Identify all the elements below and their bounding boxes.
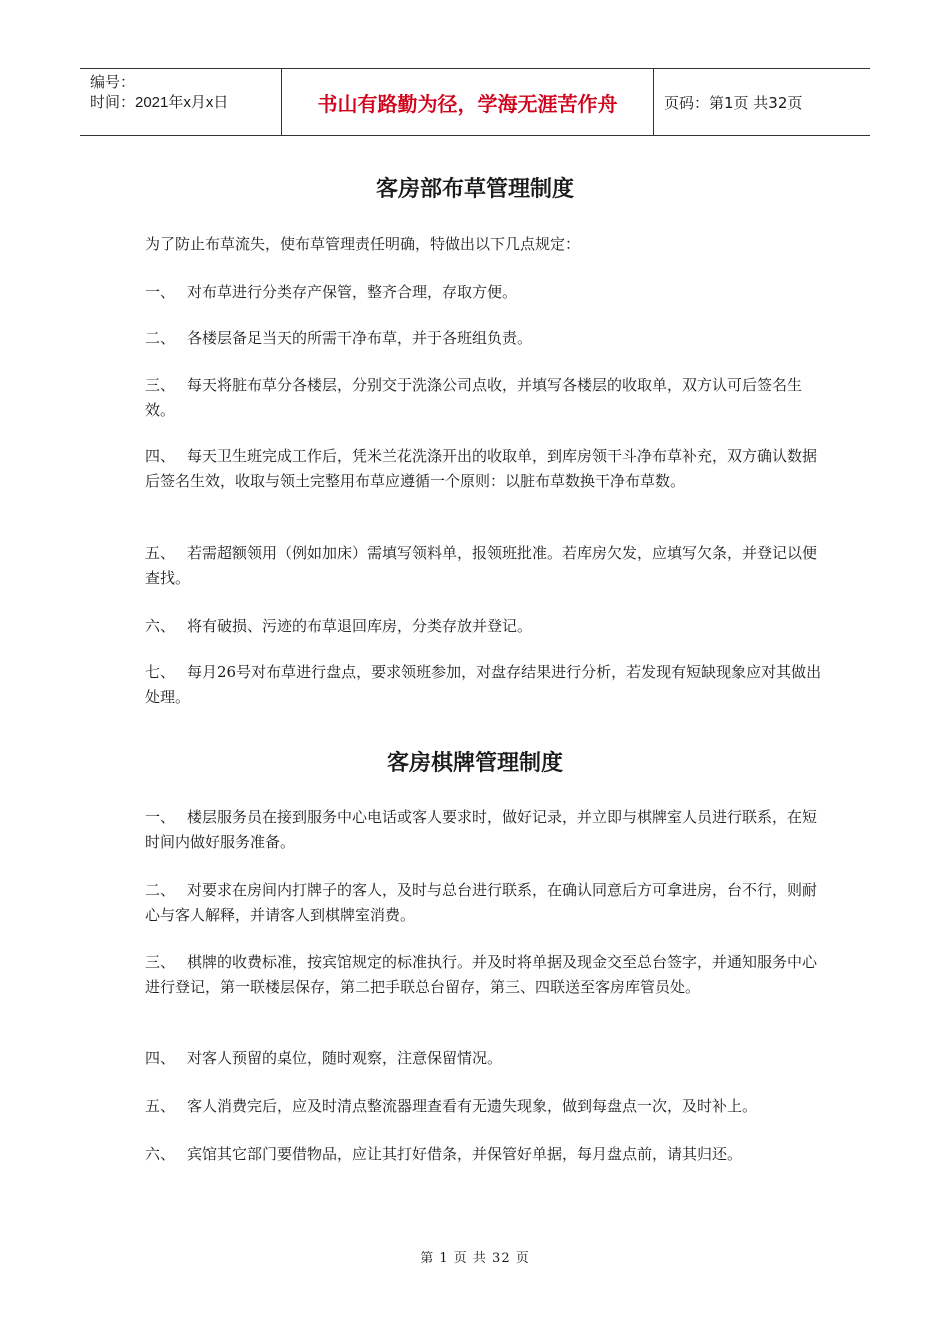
item-text: 对布草进行分类存产保管，整齐合理，存取方便。 [187, 283, 518, 301]
section1-item [145, 614, 825, 639]
section2-item [145, 878, 825, 928]
item-text: 客人消费完后，应及时清点整流器理查看有无遗失现象，做到每盘点一次，及时补上。 [187, 1097, 758, 1115]
section1-item [145, 373, 825, 423]
section1-intro: 为了防止布草流失，使布草管理责任明确，特做出以下几点规定： [145, 235, 581, 253]
item-text: 对要求在房间内打牌子的客人，及时与总台进行联系，在确认同意后方可拿进房，台不行，则耐心与客人解释，并请客人到棋牌室消费。 [145, 881, 818, 924]
item-text: 对客人预留的桌位，随时观察，注意保留情况。 [187, 1049, 503, 1067]
header-motto: 书山有路勤为径，学海无涯苦作舟 [282, 69, 654, 135]
section1-item [145, 280, 825, 305]
item-text: 每天将脏布草分各楼层，分别交于洗涤公司点收，并填写各楼层的收取单，双方认可后签名生效。 [145, 376, 803, 419]
page-header [80, 68, 870, 136]
item-number: 五、 [145, 1097, 176, 1115]
item-number: 三、 [145, 953, 176, 971]
section1-item [145, 541, 825, 591]
section1-title: 客房部布草管理制度 [375, 177, 574, 202]
item-number: 四、 [145, 1049, 176, 1067]
section2-title: 客房棋牌管理制度 [386, 751, 563, 776]
item-text: 若需超额领用（例如加床）需填写领料单，报领班批准。若库房欠发，应填写欠条，并登记以便查找。 [145, 544, 818, 587]
header-meta [80, 69, 282, 135]
item-text: 每天卫生班完成工作后，凭米兰花洗涤开出的收取单，到库房领干斗净布草补充，双方确认数据后签名生效，收取与领土完整用布草应遵循一个原则：以脏布草数换干净布草数。 [145, 447, 818, 490]
page-footer: 第 1 页 共 32 页 [420, 1251, 530, 1266]
header-page-info: 页码：第1页 共32页 [664, 93, 803, 112]
item-text: 楼层服务员在接到服务中心电话或客人要求时，做好记录，并立即与棋牌室人员进行联系，在短时间内做好服务准备。 [145, 808, 818, 851]
section1-item [145, 660, 825, 710]
item-number: 一、 [145, 808, 176, 826]
item-number: 二、 [145, 329, 176, 347]
item-text: 各楼层备足当天的所需干净布草，并于各班组负责。 [187, 329, 533, 347]
section2-item [145, 1046, 825, 1071]
section2-item [145, 805, 825, 855]
item-number: 三、 [145, 376, 176, 394]
item-number: 六、 [145, 617, 176, 635]
section2-item [145, 950, 825, 1000]
section2-item [145, 1094, 825, 1119]
item-text: 将有破损、污迹的布草退回库房，分类存放并登记。 [187, 617, 533, 635]
section1-item [145, 444, 825, 494]
item-number: 四、 [145, 447, 176, 465]
item-number: 七、 [145, 663, 176, 681]
item-number: 五、 [145, 544, 176, 562]
item-number: 一、 [145, 283, 176, 301]
item-text: 每月26号对布草进行盘点，要求领班参加，对盘存结果进行分析，若发现有短缺现象应对其做出处理。 [145, 663, 822, 706]
section2-item [145, 1142, 825, 1167]
number-label: 编号： [90, 74, 136, 91]
item-number: 二、 [145, 881, 176, 899]
item-text: 宾馆其它部门要借物品，应让其打好借条，并保管好单据，每月盘点前，请其归还。 [187, 1145, 743, 1163]
time-label: 时间：2021年x月x日 [90, 94, 229, 111]
item-number: 六、 [145, 1145, 176, 1163]
section1-item [145, 326, 825, 351]
item-text: 棋牌的收费标准，按宾馆规定的标准执行。并及时将单据及现金交至总台签字，并通知服务中心进行登记，第一联楼层保存，第二把手联总台留存，第三、四联送至客房库管员处。 [145, 953, 818, 996]
